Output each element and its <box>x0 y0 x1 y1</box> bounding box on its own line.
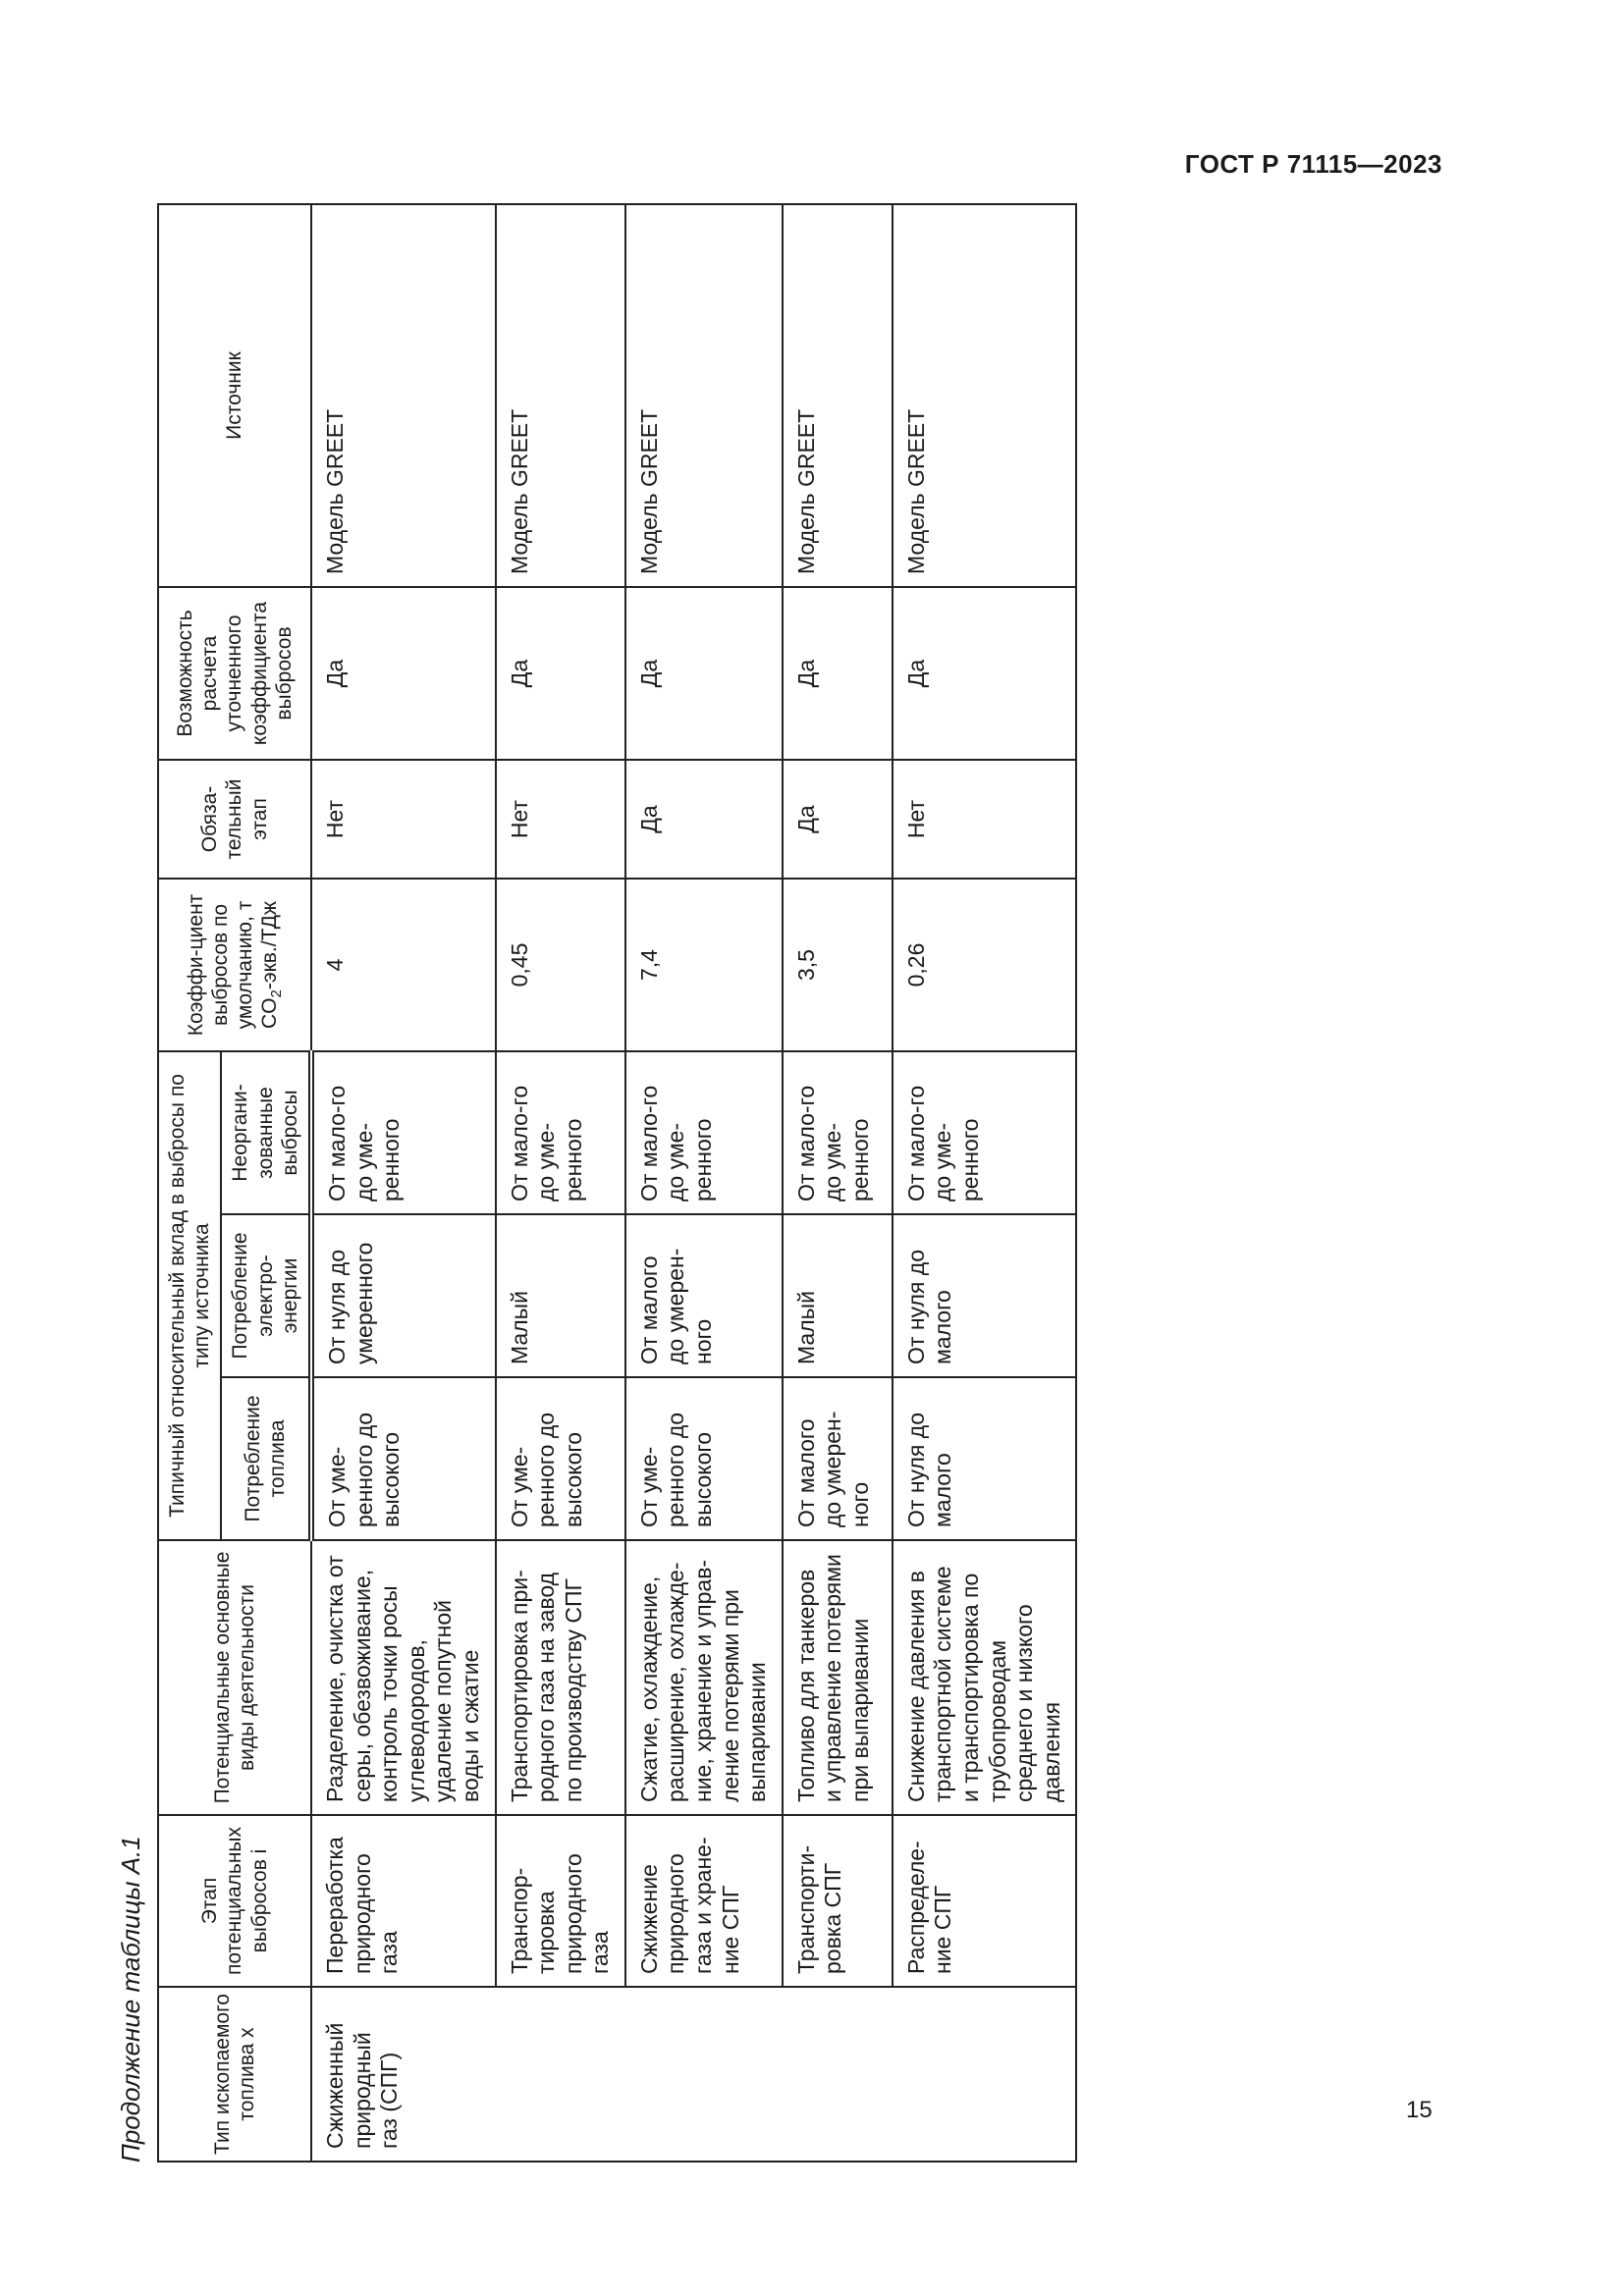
cell-coefficient: 4 <box>311 879 496 1051</box>
rotated-table-block <box>108 205 1064 2163</box>
cell-fuel: От уме-ренного до высокого <box>496 1377 625 1540</box>
cell-fuel: От нуля до малого <box>893 1377 1077 1540</box>
table-caption: Продолжение таблицы А.1 <box>116 1836 145 2163</box>
cell-coefficient: 3,5 <box>783 879 893 1051</box>
cell-fuel: От уме-ренного до высокого <box>625 1377 783 1540</box>
header-refined: Возможность расчета уточненного коэффициента выбросов <box>158 587 311 760</box>
header-source: Источник <box>158 204 311 587</box>
cell-mandatory: Нет <box>311 760 496 879</box>
page-number: 15 <box>1406 2097 1433 2123</box>
cell-fugitive: От мало-го до уме-ренного <box>893 1051 1077 1214</box>
cell-fuel-type: Сжиженный природный газ (СПГ) <box>311 1987 496 2162</box>
cell-source: Модель GREET <box>625 204 783 587</box>
cell-activities: Сжатие, охлаждение, расширение, охлажде-ние, хранение и управ-ление потерями при выпаривании <box>625 1540 783 1815</box>
header-contribution-group: Типичный относительный вклад в выбросы по типу источника <box>158 1051 221 1540</box>
header-coefficient <box>158 879 311 1051</box>
table-row <box>625 204 783 2162</box>
cell-fuel: От малого до умерен-ного <box>783 1377 893 1540</box>
cell-electricity: От нуля до малого <box>893 1214 1077 1377</box>
header-fugitive: Неоргани-зованные выбросы <box>221 1051 311 1214</box>
table-row <box>496 204 625 2162</box>
cell-refined: Да <box>311 587 496 760</box>
cell-refined: Да <box>625 587 783 760</box>
cell-fuel-type-continued <box>625 1987 783 2162</box>
cell-coefficient: 0,45 <box>496 879 625 1051</box>
header-fuel-type: Тип ископаемого топлива x <box>158 1987 311 2162</box>
cell-stage: Переработка природного газа <box>311 1815 496 1987</box>
cell-mandatory: Да <box>625 760 783 879</box>
cell-fugitive: От мало-го до уме-ренного <box>496 1051 625 1214</box>
cell-fuel: От уме-ренного до высокого <box>311 1377 496 1540</box>
cell-activities: Разделение, очистка от серы, обезвоживание, контроль точки росы углеводородов, удаление попутной воды и сжатие <box>311 1540 496 1815</box>
header-coefficient-sub: 2 <box>268 989 286 998</box>
cell-electricity: От нуля до умеренного <box>311 1214 496 1377</box>
table-row <box>783 204 893 2162</box>
cell-mandatory: Да <box>783 760 893 879</box>
cell-coefficient: 0,26 <box>893 879 1077 1051</box>
cell-coefficient: 7,4 <box>625 879 783 1051</box>
cell-stage: Распределе-ние СПГ <box>893 1815 1077 1987</box>
emissions-table <box>157 203 1077 2163</box>
header-activities: Потенциальные основные виды деятельности <box>158 1540 311 1815</box>
cell-activities: Топливо для танкеров и управление потерями при выпаривании <box>783 1540 893 1815</box>
cell-fuel-type-continued <box>496 1987 625 2162</box>
header-mandatory: Обяза-тельный этап <box>158 760 311 879</box>
cell-fugitive: От мало-го до уме-ренного <box>311 1051 496 1214</box>
cell-stage: Транспорти-ровка СПГ <box>783 1815 893 1987</box>
table-row <box>311 204 496 2162</box>
header-coefficient-unit: -экв./ТДж <box>258 901 282 990</box>
cell-stage: Транспор-тировка природного газа <box>496 1815 625 1987</box>
header-stage: Этап потенциальных выбросов i <box>158 1815 311 1987</box>
cell-refined: Да <box>496 587 625 760</box>
cell-fugitive: От мало-го до уме-ренного <box>783 1051 893 1214</box>
cell-mandatory: Нет <box>496 760 625 879</box>
cell-source: Модель GREET <box>783 204 893 587</box>
cell-electricity: Малый <box>783 1214 893 1377</box>
cell-fuel-type-continued <box>783 1987 893 2162</box>
header-row-1 <box>158 204 221 2162</box>
cell-fuel-type-continued <box>893 1987 1077 2162</box>
cell-fugitive: От мало-го до уме-ренного <box>625 1051 783 1214</box>
cell-stage: Сжижение природного газа и хране-ние СПГ <box>625 1815 783 1987</box>
cell-electricity: От малого до умерен-ного <box>625 1214 783 1377</box>
header-coefficient-main: Коэффи-циент выбросов по умолчанию, т CO <box>184 893 282 1037</box>
cell-source: Модель GREET <box>311 204 496 587</box>
cell-source: Модель GREET <box>496 204 625 587</box>
cell-mandatory: Нет <box>893 760 1077 879</box>
cell-electricity: Малый <box>496 1214 625 1377</box>
standard-code: ГОСТ Р 71115—2023 <box>1184 149 1442 179</box>
header-electricity-consumption: Потребление электро-энергии <box>221 1214 311 1377</box>
cell-activities: Транспортировка при-родного газа на завод по производству СПГ <box>496 1540 625 1815</box>
cell-refined: Да <box>783 587 893 760</box>
header-fuel-consumption: Потребление топлива <box>221 1377 311 1540</box>
table-row <box>893 204 1077 2162</box>
cell-source: Модель GREET <box>893 204 1077 587</box>
cell-activities: Снижение давления в транспортной системе и транспортировка по трубопроводам среднего и низкого давления <box>893 1540 1077 1815</box>
cell-refined: Да <box>893 587 1077 760</box>
